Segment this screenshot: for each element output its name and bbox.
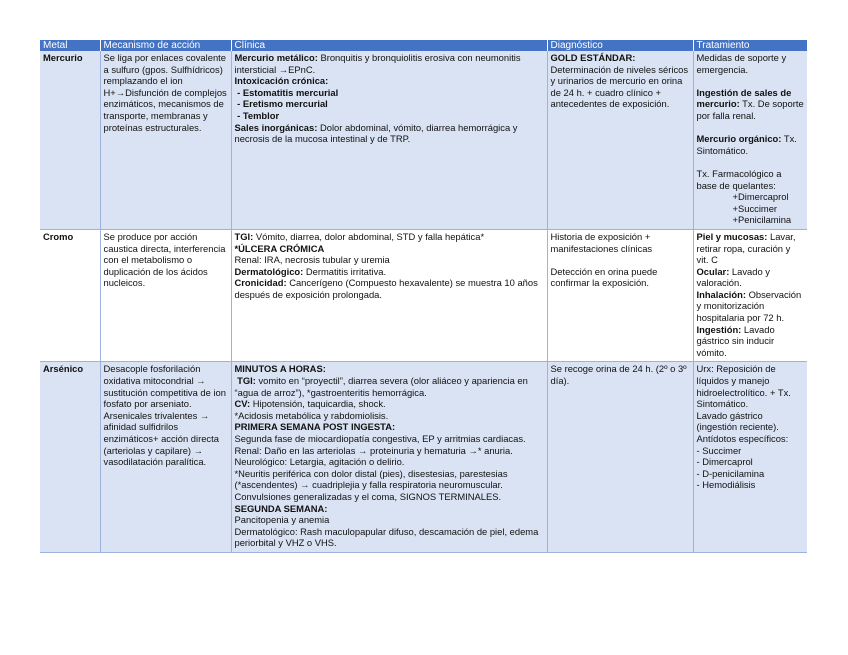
cell-line-text: - Hemodiálisis: [696, 479, 756, 491]
cell-line-text: Renal: IRA, necrosis tubular y uremia: [234, 254, 390, 266]
tratamiento-cell: [693, 229, 807, 362]
mecanismo-cell: Se liga por enlaces covalente a sulfuro (gpos. Sulfhídricos) remplazando el ion H+→Disfunción de complejos enzimáticos, mecanismos de transporte, membranas y proteínas estructurales.: [100, 51, 231, 229]
cell-line-text: Neurológico: Letargia, agitación o delirio.: [234, 456, 405, 468]
toxicology-table: [40, 40, 807, 553]
cell-line-label: Intoxicación crónica:: [234, 75, 329, 87]
cell-line: [551, 64, 690, 110]
header-tratamiento: Tratamiento: [693, 40, 807, 51]
cell-line-text: Medidas de soporte y emergencia.: [696, 52, 789, 75]
cell-line: [235, 87, 544, 99]
cell-line: [235, 468, 544, 503]
cell-line-text: +Dimercaprol: [732, 191, 789, 203]
cell-line: [551, 363, 690, 386]
cell-line: [697, 456, 805, 468]
cell-line-text: [697, 75, 700, 86]
cell-line: [235, 526, 544, 549]
cell-line-text: [697, 122, 700, 133]
cell-line-label: PRIMERA SEMANA POST INGESTA:: [234, 421, 396, 433]
cell-line: [551, 254, 690, 266]
cell-line-text: Bronquitis y bronquiolitis erosiva con neumonitis intersticial →EPnC.: [234, 52, 524, 75]
cell-line-label: TGI:: [234, 230, 254, 242]
cell-line-text: Tx. Sintomático.: [696, 133, 800, 156]
cell-line: [697, 168, 805, 191]
cell-line-label: Cronicidad:: [234, 277, 287, 289]
cell-line: [697, 433, 805, 445]
cell-line: [697, 289, 805, 324]
table-row: [40, 362, 807, 553]
cell-line-label: - Temblor: [234, 109, 280, 121]
cell-line: [235, 231, 544, 243]
header-diagnostico: Diagnóstico: [547, 40, 693, 51]
cell-line: [697, 191, 805, 203]
header-mecanismo: Mecanismo de acción: [100, 40, 231, 51]
cell-line: [235, 52, 544, 75]
cell-line: [697, 266, 805, 289]
mecanismo-cell: Desacople fosforilación oxidativa mitocondrial → sustitución competitiva de ion fosfato por arseniato. Arsenicales trivalentes → afinidad sulfidrilos enzimáticos+ acción directa (arteriolas y capilare) → vasodilatación paralítica.: [100, 362, 231, 553]
cell-line: [235, 75, 544, 87]
diagnostico-cell: [547, 362, 693, 553]
cell-line-text: Tx. De soporte por falla renal.: [696, 98, 807, 121]
cell-line: [235, 98, 544, 110]
cell-line-label: SEGUNDA SEMANA:: [234, 502, 328, 514]
diagnostico-cell: [547, 51, 693, 229]
cell-line-text: - D-penicilamina: [696, 467, 765, 479]
cell-line: [235, 514, 544, 526]
clinica-cell: [231, 51, 547, 229]
clinica-cell: [231, 229, 547, 362]
cell-line: [551, 266, 690, 289]
cell-line-text: Observación y monitorización hospitalaria por 72 h.: [696, 288, 804, 324]
cell-line-text: Segunda fase de miocardiopatía congestiva, EP y arritmias cardiacas.: [234, 433, 526, 444]
cell-line: [697, 133, 805, 156]
cell-line-text: Detección en orina puede confirmar la exposición.: [550, 265, 660, 289]
cell-line: [235, 433, 544, 445]
cell-line-text: Renal: Daño en las arteriolas → proteinuria y hematuria →* anuria.: [234, 444, 513, 456]
cell-line: [697, 87, 805, 122]
cell-line-text: Determinación de niveles séricos y urinarios de mercurio en orina de 24 h. + cuadro clínico + antecedentes de exposición.: [550, 63, 691, 110]
cell-line: [235, 363, 544, 375]
cell-line-label: Dermatológico:: [234, 265, 304, 277]
diagnostico-cell: [547, 229, 693, 362]
cell-line: [697, 445, 805, 457]
cell-line: [235, 375, 544, 398]
clinica-cell: [231, 362, 547, 553]
cell-line-text: Dermatitis irritativa.: [303, 265, 387, 277]
cell-line: [697, 410, 805, 433]
cell-line-label: TGI:: [234, 375, 256, 387]
cell-line: [235, 243, 544, 255]
cell-line-label: GOLD ESTÁNDAR:: [550, 52, 636, 63]
cell-line: [697, 203, 805, 215]
cell-line: [697, 122, 805, 134]
cell-line-text: [697, 156, 700, 167]
cell-line: [697, 324, 805, 359]
cell-line: [235, 398, 544, 410]
cell-line-text: *Neuritis periférica con dolor distal (pies), disestesias, parestesias (*ascendentes) → cuadriplejia y falla respiratoria neuromuscular. Convulsiones generalizadas y el coma, SIGNOS TERMINALES.: [234, 467, 511, 502]
cell-line: [697, 479, 805, 491]
cell-line-label: MINUTOS A HORAS:: [234, 363, 326, 375]
cell-line-label: Ocular:: [696, 265, 730, 277]
metal-cell: Mercurio: [40, 51, 100, 229]
header-clinica: Clínica: [231, 40, 547, 51]
metal-cell: Cromo: [40, 229, 100, 362]
cell-line: [235, 503, 544, 515]
cell-line-label: Mercurio orgánico:: [696, 133, 782, 145]
cell-line-text: [551, 254, 554, 265]
cell-line-label: - Estomatitis mercurial: [234, 86, 339, 98]
cell-line: [697, 52, 805, 75]
cell-line-text: Lavado gástrico sin inducir vómito.: [696, 323, 778, 358]
cell-line-text: Cancerígeno (Compuesto hexavalente) se muestra 10 años después de exposición prolongada.: [234, 277, 541, 300]
tratamiento-cell: [693, 362, 807, 553]
cell-line: [697, 156, 805, 168]
cell-line-text: Vómito, diarrea, dolor abdominal, STD y falla hepática*: [253, 230, 485, 242]
tratamiento-cell: [693, 51, 807, 229]
cell-line-text: Lavado y valoración.: [696, 265, 773, 289]
metal-cell: Arsénico: [40, 362, 100, 553]
cell-line: [551, 52, 690, 64]
cell-line-text: - Dimercaprol: [696, 456, 753, 468]
cell-line-text: Antídotos específicos:: [696, 433, 789, 444]
cell-line-text: Hipotensión, taquicardia, shock.: [250, 398, 386, 410]
cell-line: [235, 277, 544, 300]
table-header-row: [40, 40, 807, 51]
table-row: [40, 51, 807, 229]
cell-line: [235, 445, 544, 457]
cell-line-label: Sales inorgánicas:: [234, 121, 318, 133]
cell-line-text: Historia de exposición + manifestaciones clínicas: [550, 230, 653, 254]
cell-line: [235, 456, 544, 468]
cell-line-text: Dermatológico: Rash maculopapular difuso, descamación de piel, edema periorbital y VHZ o VHS.: [234, 525, 541, 549]
cell-line: [235, 410, 544, 422]
cell-line: [697, 363, 805, 409]
cell-line-label: Inhalación:: [696, 288, 746, 300]
cell-line: [697, 231, 805, 266]
cell-line-text: - Succimer: [696, 444, 742, 456]
cell-line-text: Se recoge orina de 24 h. (2º o 3º día).: [550, 363, 690, 387]
cell-line-text: Tx. Farmacológico a base de quelantes:: [696, 167, 785, 191]
cell-line: [235, 421, 544, 433]
cell-line-text: *Acidosis metabólica y rabdomiolisis.: [234, 409, 389, 421]
mecanismo-cell: Se produce por acción caustica directa, interferencia con el metabolismo o duplicación de los ácidos nucleicos.: [100, 229, 231, 362]
cell-line-text: vomito en “proyectil”, diarrea severa (olor aliáceo y apariencia en “agua de arroz”), *gastroenteritis hemorrágica.: [234, 375, 531, 398]
table-row: [40, 229, 807, 362]
cell-line: [235, 266, 544, 278]
cell-line: [551, 231, 690, 254]
cell-line: [697, 75, 805, 87]
cell-line-text: Lavado gástrico (ingestión reciente).: [696, 409, 779, 433]
cell-line-label: *ÚLCERA CRÓMICA: [234, 242, 325, 254]
cell-line-label: Ingestión de sales de mercurio:: [696, 86, 794, 110]
cell-line-text: Lavar, retirar ropa, curación y vit. C: [696, 230, 799, 266]
cell-line-label: Piel y mucosas:: [696, 230, 768, 242]
header-metal: Metal: [40, 40, 100, 51]
cell-line: [235, 122, 544, 145]
cell-line: [235, 110, 544, 122]
cell-line-label: CV:: [234, 398, 251, 410]
cell-line: [235, 254, 544, 266]
cell-line-text: +Succimer: [732, 202, 778, 214]
cell-line-label: - Eretismo mercurial: [234, 98, 328, 110]
cell-line-text: +Penicilamina: [732, 214, 792, 226]
cell-line-label: Ingestión:: [696, 323, 742, 335]
cell-line-text: Pancitopenia y anemia: [234, 514, 330, 526]
cell-line-text: Dolor abdominal, vómito, diarrea hemorrágica y necrosis de la mucosa intestinal y de TRP.: [234, 121, 521, 145]
cell-line-text: Urx: Reposición de líquidos y manejo hidroelectrolítico. + Tx. Sintomático.: [696, 363, 794, 410]
cell-line-label: Mercurio metálico:: [234, 52, 318, 63]
cell-line: [697, 468, 805, 480]
cell-line: [697, 214, 805, 226]
